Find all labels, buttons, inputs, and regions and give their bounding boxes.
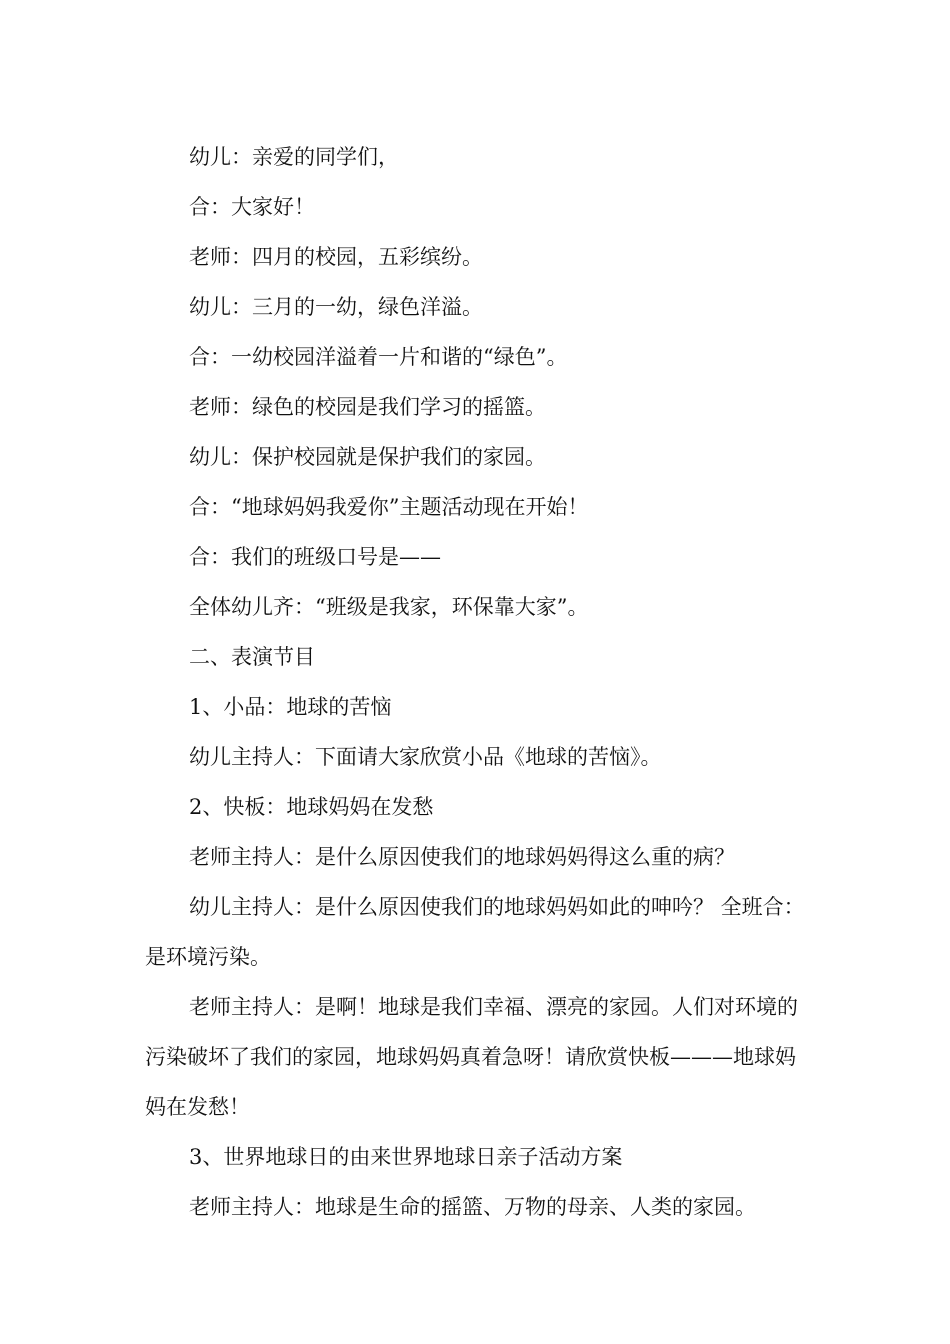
- paragraph-class-slogan: 全体幼儿齐：“班级是我家，环保靠大家”。: [189, 595, 589, 619]
- item-heading-skit: 1、小品：地球的苦恼: [189, 695, 392, 719]
- paragraph-child-question: 幼儿主持人：是什么原因使我们的地球妈妈如此的呻吟？ 全班合：是环境污染。: [145, 895, 805, 969]
- paragraph-activity-start: 合：“地球妈妈我爱你”主题活动现在开始！: [189, 495, 589, 519]
- section-heading-performances: 二、表演节目: [189, 645, 315, 669]
- paragraph-class-slogan-intro: 合：我们的班级口号是——: [189, 545, 441, 569]
- item-heading-clapper-talk: 2、快板：地球妈妈在发愁: [189, 795, 434, 819]
- paragraph-teacher-earth-cradle: 老师主持人：地球是生命的摇篮、万物的母亲、人类的家园。: [189, 1195, 756, 1219]
- paragraph-greeting-child: 幼儿：亲爱的同学们，: [189, 145, 399, 169]
- paragraph-teacher-cradle: 老师：绿色的校园是我们学习的摇篮。: [189, 395, 546, 419]
- paragraph-child-march: 幼儿：三月的一幼，绿色洋溢。: [189, 295, 483, 319]
- paragraph-teacher-april: 老师：四月的校园，五彩缤纷。: [189, 245, 483, 269]
- paragraph-teacher-clapper-intro: 老师主持人：是啊！地球是我们幸福、漂亮的家园。人们对环境的污染破坏了我们的家园，地球妈妈真着急呀！请欣赏快板———地球妈妈在发愁！: [145, 995, 798, 1119]
- paragraph-skit-intro: 幼儿主持人：下面请大家欣赏小品《地球的苦恼》。: [189, 745, 662, 769]
- paragraph-greeting-all: 合：大家好！: [189, 195, 315, 219]
- paragraph-teacher-question: 老师主持人：是什么原因使我们的地球妈妈得这么重的病？: [189, 845, 735, 869]
- paragraph-all-green: 合：一幼校园洋溢着一片和谐的“绿色”。: [189, 345, 568, 369]
- document-body: [145, 132, 813, 1232]
- paragraph-child-protect: 幼儿：保护校园就是保护我们的家园。: [189, 445, 546, 469]
- item-heading-earth-day-origin: 3、世界地球日的由来世界地球日亲子活动方案: [189, 1145, 623, 1169]
